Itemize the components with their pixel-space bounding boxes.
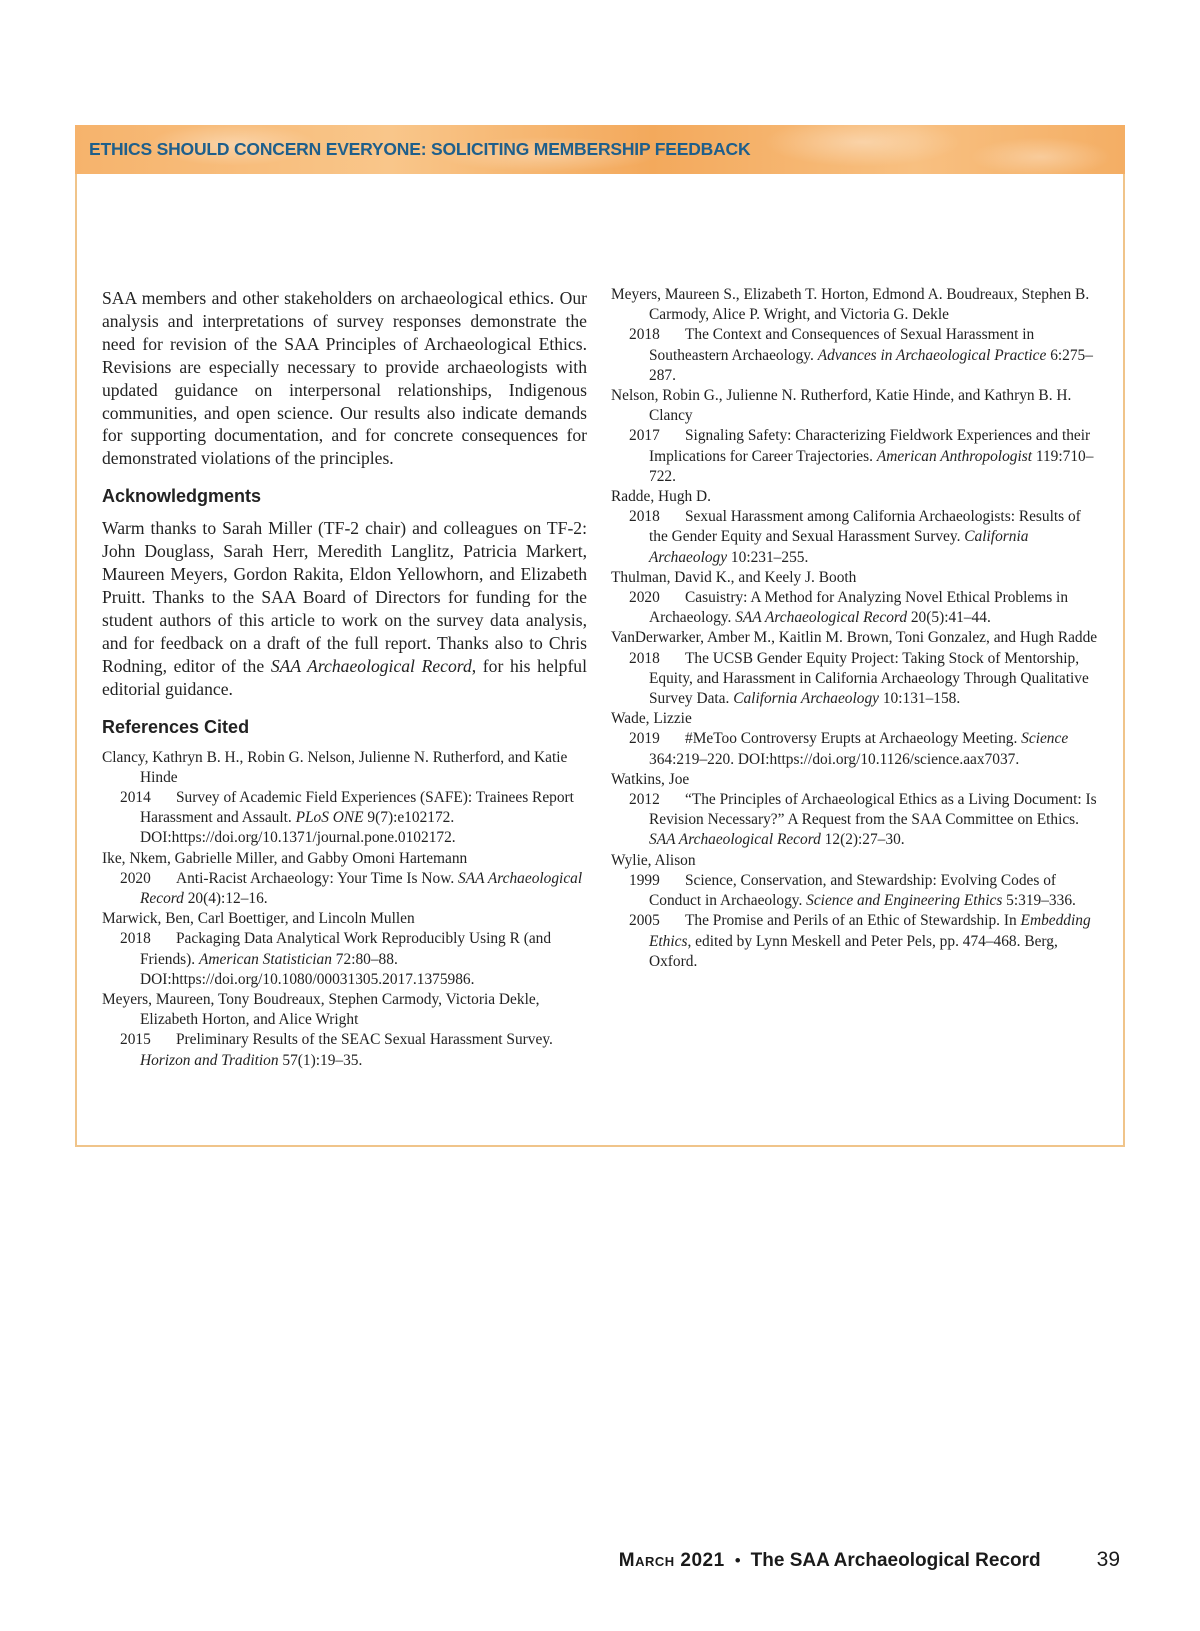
reference-author: Meyers, Maureen S., Elizabeth T. Horton, Edmond A. Boudreaux, Stephen B. Carmody, Alice P. Wright, and Victoria G. Dekle: [611, 286, 1090, 324]
reference-source: Science and Engineering Ethics: [806, 892, 1003, 910]
acknowledgments-paragraph: Warm thanks to Sarah Miller (TF-2 chair) and colleagues on TF-2: John Douglass, Sarah Herr, Meredith Langlitz, Patricia Markert, Maureen Meyers, Gordon Rakita, Eldon Yellowhorn, and Elizabeth Pruitt. Thanks to the SAA Board of Directors for funding for the student authors of this article to work on the survey data analysis, and for feedback on a draft of the full report. Thanks also to Chris Rodning, editor of the SAA Archaeological Record, for his helpful editorial guidance.: [102, 518, 587, 699]
reference-source: SAA Archaeological Record: [140, 869, 583, 907]
reference-author: Watkins, Joe: [611, 770, 690, 788]
intro-paragraph: SAA members and other stakeholders on archaeological ethics. Our analysis and interpretations of survey responses demonstrate the need for revision of the SAA Principles of Archaeological Ethics. Revisions are especially necessary to provide archaeologists with updated guidance on interpersonal relationships, Indigenous communities, and open science. Our results also indicate demands for supporting documentation, and for concrete consequences for demonstrated violations of the principles.: [102, 288, 587, 469]
reference-entry: 2017 Signaling Safety: Characterizing Fieldwork Experiences and their Implications for Career Trajectories. American Anthropologist 119:710–722.: [629, 427, 1094, 485]
banner-title: ETHICS SHOULD CONCERN EVERYONE: SOLICITING MEMBERSHIP FEEDBACK: [89, 139, 751, 159]
reference-author: Nelson, Robin G., Julienne N. Rutherford, Katie Hinde, and Kathryn B. H. Clancy: [611, 387, 1072, 425]
reference-year: 2012: [629, 791, 660, 809]
reference-entry: 2019 #MeToo Controversy Erupts at Archaeology Meeting. Science 364:219–220. DOI:https://doi.org/10.1126/science.aax7037.: [629, 730, 1069, 768]
references-list-left: [102, 748, 587, 1071]
reference-author: Wade, Lizzie: [611, 710, 692, 728]
reference-entry: 2014 Survey of Academic Field Experiences (SAFE): Trainees Report Harassment and Assault. PLoS ONE 9(7):e102172. DOI:https://doi.org/10.1371/journal.pone.0102172.: [120, 788, 574, 847]
reference-entry: 2020 Casuistry: A Method for Analyzing Novel Ethical Problems in Archaeology. SAA Archaeological Record 20(5):41–44.: [629, 589, 1069, 627]
footer-journal-title: The SAA Archaeological Record: [750, 1550, 1041, 1571]
reference-year: 2018: [629, 649, 660, 667]
reference-source: California Archaeology: [733, 690, 879, 708]
reference-year: 2015: [120, 1031, 151, 1049]
page-footer: [619, 1548, 1120, 1578]
reference-entry: 2018 Packaging Data Analytical Work Reproducibly Using R (and Friends). American Statistician 72:80–88. DOI:https://doi.org/10.1080/00031305.2017.1375986.: [120, 930, 552, 988]
reference-source: SAA Archaeological Record: [735, 609, 908, 627]
reference-source: California Archaeology: [649, 528, 1029, 566]
reference-source: American Anthropologist: [876, 447, 1032, 465]
reference-entry: 2018 The UCSB Gender Equity Project: Taking Stock of Mentorship, Equity, and Harassment in California Archaeology Through Qualitative Survey Data. California Archaeology 10:131–158.: [629, 649, 1089, 708]
reference-author: Thulman, David K., and Keely J. Booth: [611, 568, 857, 586]
reference-year: 2019: [629, 730, 660, 748]
reference-author: Radde, Hugh D.: [611, 488, 712, 506]
right-column: [611, 285, 1101, 972]
references-heading: References Cited: [102, 716, 250, 737]
reference-source: SAA Archaeological Record: [649, 831, 821, 849]
reference-source: Advances in Archaeological Practice: [817, 346, 1047, 364]
reference-source: American Statistician: [199, 950, 332, 968]
reference-source: Horizon and Tradition: [140, 1051, 279, 1069]
reference-source: PLoS ONE: [295, 809, 364, 827]
reference-source: Embedding Ethics: [649, 912, 1091, 950]
reference-entry: 2012 “The Principles of Archaeological Ethics as a Living Document: Is Revision Necessary?” A Request from the SAA Committee on Ethics. SAA Archaeological Record 12(2):27–30.: [629, 791, 1097, 849]
left-column: [102, 287, 587, 1071]
reference-year: 2017: [629, 427, 660, 445]
section-banner: [75, 125, 1125, 174]
reference-source: Science: [1021, 730, 1069, 748]
reference-entry: 2018 Sexual Harassment among California Archaeologists: Results of the Gender Equity and Sexual Harassment Survey. California Archaeology 10:231–255.: [629, 508, 1081, 566]
reference-author: Ike, Nkem, Gabrielle Miller, and Gabby Omoni Hartemann: [102, 849, 468, 867]
reference-year: 2018: [120, 930, 151, 948]
footer-bullet: •: [734, 1551, 741, 1570]
reference-year: 2018: [629, 326, 660, 344]
reference-entry: 2020 Anti-Racist Archaeology: Your Time Is Now. SAA Archaeological Record 20(4):12–16.: [120, 869, 583, 907]
reference-entry: 2018 The Context and Consequences of Sexual Harassment in Southeastern Archaeology. Advances in Archaeological Practice 6:275–287.: [629, 326, 1093, 384]
reference-entry: 2005 The Promise and Perils of an Ethic of Stewardship. In Embedding Ethics, edited by Lynn Meskell and Peter Pels, pp. 474–468. Berg, Oxford.: [629, 912, 1091, 970]
reference-author: Clancy, Kathryn B. H., Robin G. Nelson, Julienne N. Rutherford, and Katie Hinde: [102, 748, 568, 786]
references-list-right: [611, 285, 1101, 972]
footer-issue-date: March 2021: [618, 1550, 725, 1571]
acknowledgments-heading: Acknowledgments: [102, 486, 262, 507]
reference-year: 2020: [629, 589, 660, 607]
page-number: 39: [1096, 1548, 1120, 1571]
reference-author: Wylie, Alison: [611, 851, 696, 869]
reference-author: Marwick, Ben, Carl Boettiger, and Lincoln Mullen: [102, 910, 415, 928]
reference-author: VanDerwarker, Amber M., Kaitlin M. Brown, Toni Gonzalez, and Hugh Radde: [611, 629, 1098, 647]
reference-year: 2005: [629, 912, 660, 930]
reference-year: 2020: [120, 869, 151, 887]
reference-author: Meyers, Maureen, Tony Boudreaux, Stephen Carmody, Victoria Dekle, Elizabeth Horton, and Alice Wright: [102, 990, 540, 1029]
reference-year: 2018: [629, 508, 660, 526]
reference-year: 1999: [629, 871, 660, 889]
reference-year: 2014: [120, 788, 151, 806]
reference-entry: 1999 Science, Conservation, and Stewardship: Evolving Codes of Conduct in Archaeology. Science and Engineering Ethics 5:319–336.: [629, 871, 1076, 910]
reference-entry: 2015 Preliminary Results of the SEAC Sexual Harassment Survey. Horizon and Tradition 57(1):19–35.: [120, 1031, 553, 1069]
